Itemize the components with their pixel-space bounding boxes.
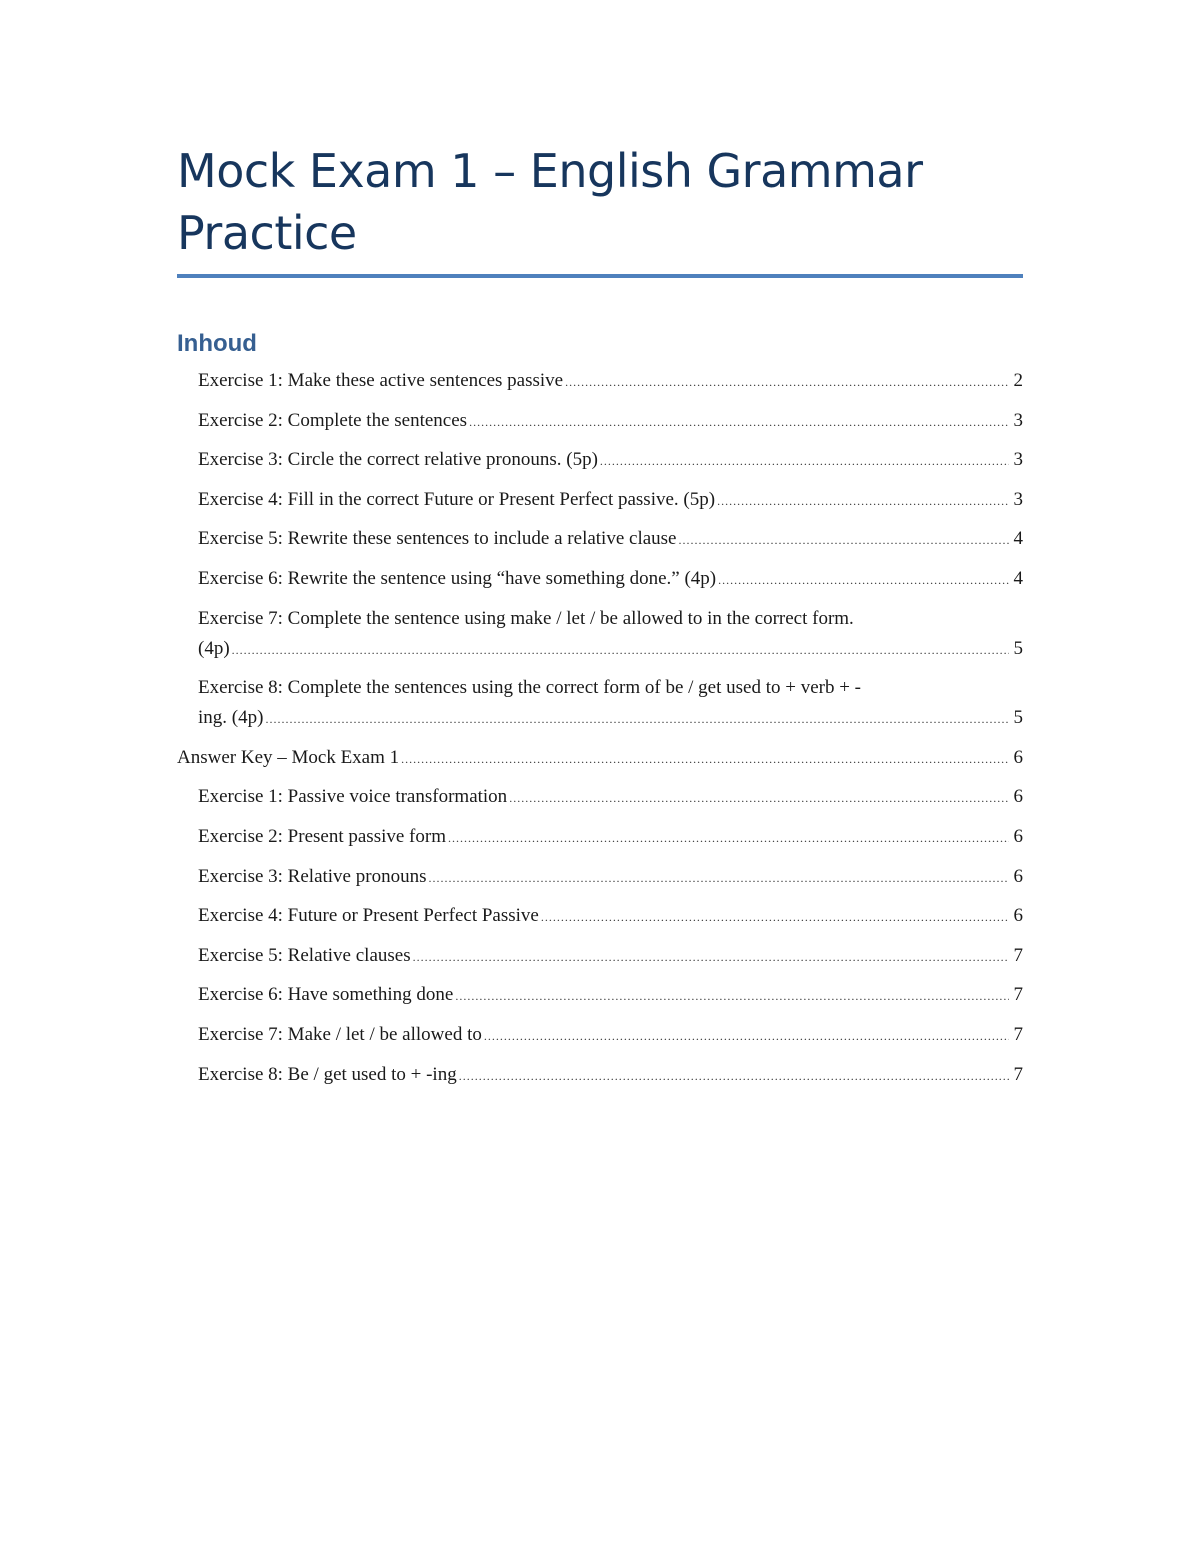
toc-entry-text: Exercise 4: Fill in the correct Future or Present Perfect passive. (5p) (198, 488, 716, 510)
toc-page-number: 3 (1013, 488, 1023, 510)
toc-entry[interactable] (177, 604, 1023, 665)
toc-entry[interactable] (177, 862, 1023, 893)
toc-page-number: 2 (1013, 370, 1023, 391)
toc-entry[interactable] (177, 941, 1023, 972)
toc-page-number: 6 (1013, 905, 1023, 927)
toc-entry[interactable] (177, 485, 1023, 516)
toc-entry-text: Exercise 6: Have something done (198, 984, 454, 1006)
toc-leader-dots (600, 446, 1009, 476)
toc-entry-text: Exercise 4: Future or Present Perfect Passive (198, 905, 539, 927)
toc-page-number: 7 (1013, 1023, 1023, 1045)
toc-leader-dots (541, 902, 1009, 932)
toc-entry-text: Exercise 8: Be / get used to + -ing (198, 1063, 457, 1085)
toc-entry[interactable] (177, 1060, 1023, 1091)
toc-entry-text: Exercise 5: Rewrite these sentences to include a relative clause (198, 528, 677, 550)
toc-leader-dots (509, 783, 1009, 813)
toc-leader-dots (459, 1061, 1009, 1091)
toc-entry[interactable] (177, 445, 1023, 476)
toc-leader-dots (469, 407, 1009, 437)
document-title: Mock Exam 1 – English Grammar Practice (177, 144, 923, 260)
toc-page-number: 6 (1013, 746, 1023, 768)
toc-entry[interactable] (177, 782, 1023, 813)
toc-entry-text: Answer Key – Mock Exam 1 (177, 746, 400, 768)
toc-leader-dots (717, 486, 1009, 516)
title-underline (177, 274, 1023, 278)
toc-entry-text: ing. (4p) (198, 707, 264, 729)
toc-entry[interactable] (177, 743, 1023, 774)
toc-leader-dots (265, 704, 1009, 734)
toc-leader-dots (718, 565, 1009, 595)
toc-page-number: 7 (1013, 984, 1023, 1006)
toc-page-number: 4 (1013, 567, 1023, 589)
document-page (177, 140, 1023, 1099)
toc-entry[interactable] (177, 673, 1023, 734)
toc-entry-text: Exercise 1: Make these active sentences passive (198, 370, 564, 391)
toc-entry[interactable] (177, 406, 1023, 437)
toc-entry-text: (4p) (198, 637, 230, 659)
toc-entry[interactable] (177, 366, 1023, 397)
toc-page-number: 3 (1013, 449, 1023, 471)
toc-page-number: 6 (1013, 786, 1023, 808)
toc-leader-dots (448, 823, 1009, 853)
toc-entry-text: Exercise 1: Passive voice transformation (198, 786, 508, 808)
toc-entry-text: Exercise 2: Complete the sentences (198, 409, 468, 431)
toc-leader-dots (413, 942, 1009, 972)
toc-entry-text: Exercise 3: Relative pronouns (198, 865, 427, 887)
toc-entry-text: Exercise 7: Make / let / be allowed to (198, 1023, 482, 1045)
toc-entry-text: Exercise 6: Rewrite the sentence using “have something done.” (4p) (198, 567, 717, 589)
toc-entry-text: Exercise 2: Present passive form (198, 825, 446, 847)
toc-entry[interactable] (177, 901, 1023, 932)
toc-entry[interactable] (177, 524, 1023, 555)
toc-page-number: 3 (1013, 409, 1023, 431)
toc-entry-text-line1: Exercise 8: Complete the sentences using the correct form of be / get used to + verb + - (198, 677, 861, 699)
toc-entry[interactable] (177, 564, 1023, 595)
toc-page-number: 5 (1013, 637, 1023, 659)
toc-page-number: 6 (1013, 825, 1023, 847)
toc-leader-dots (401, 744, 1009, 774)
toc-leader-dots (484, 1021, 1009, 1051)
toc-page-number: 6 (1013, 865, 1023, 887)
toc-page-number: 4 (1013, 528, 1023, 550)
toc-entry[interactable] (177, 980, 1023, 1011)
toc-leader-dots (232, 635, 1009, 665)
toc-entry-text: Exercise 3: Circle the correct relative pronouns. (5p) (198, 449, 598, 471)
toc-heading: Inhoud (177, 330, 257, 357)
toc-leader-dots (455, 981, 1009, 1011)
toc-page-number: 7 (1013, 1063, 1023, 1085)
toc-entry-text-line1: Exercise 7: Complete the sentence using make / let / be allowed to in the correct form. (198, 607, 854, 629)
toc-leader-dots (428, 863, 1009, 893)
toc-leader-dots (679, 525, 1010, 555)
toc-entry-text: Exercise 5: Relative clauses (198, 944, 411, 966)
table-of-contents (177, 366, 1023, 1091)
toc-leader-dots (565, 367, 1009, 397)
toc-entry[interactable] (177, 1020, 1023, 1051)
toc-page-number: 5 (1013, 707, 1023, 729)
toc-page-number: 7 (1013, 944, 1023, 966)
toc-entry[interactable] (177, 822, 1023, 853)
